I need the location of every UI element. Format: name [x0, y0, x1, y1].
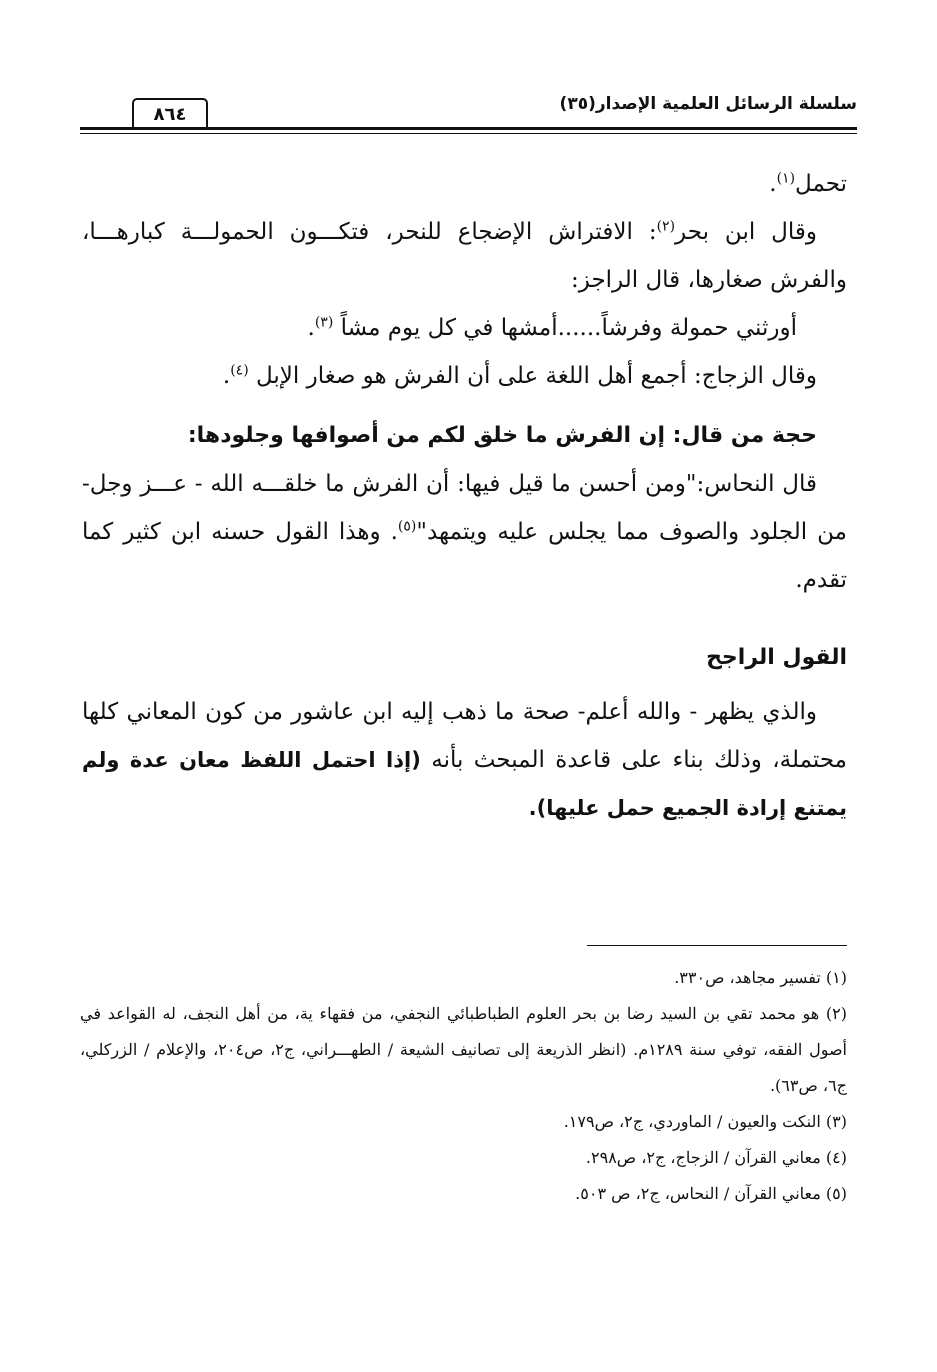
- header-rule-thick: [80, 127, 857, 130]
- section-heading: حجة من قال: إن الفرش ما خلق لكم من أصوافها وجلودها:: [187, 423, 817, 448]
- text-run: : الافتراش الإضجاع للنحر، فتكـــون الحمولـــة كبارهـــا، والفرش صغارها، قال الراجز:: [82, 219, 847, 293]
- footnote-2: (٢) هو محمد تقي بن السيد رضا بن بحر العلوم الطباطبائي النجفي، من فقهاء ية، من أهل النجف، له القواعد في أصول الفقه، توفي سنة ١٢٨٩م. (انظر الذريعة إلى تصانيف الشيعة / الطهـــراني، ج٢، ص٢٠٤، والإعلام / الزركلي، ج٦، ص٦٣).: [80, 1004, 847, 1095]
- footnote-3: (٣) النكت والعيون / الماوردي، ج٢، ص١٧٩.: [563, 1112, 847, 1131]
- footnotes: [80, 960, 847, 1212]
- paragraph-5: [82, 688, 847, 832]
- paragraph-2: [82, 208, 847, 304]
- footnote-ref-2: (٢): [656, 218, 676, 235]
- footnote-ref-3: (٣): [314, 314, 334, 331]
- paragraph-4: [82, 460, 847, 604]
- series-title: سلسلة الرسائل العلمية الإصدار(٣٥): [559, 94, 857, 114]
- text-run: .: [769, 171, 777, 197]
- text-run: والذي يظهر - والله أعلم- صحة ما ذهب إليه ابن عاشور من كون المعاني كلها محتملة، وذلك بناء على قاعدة المبحث بأنه: [82, 699, 847, 773]
- text-run: .: [528, 796, 537, 820]
- running-header: [80, 92, 857, 134]
- footnote-1: (١) تفسير مجاهد، ص٣٣٠.: [674, 968, 847, 987]
- page-number: ٨٦٤: [132, 98, 208, 128]
- bold-rule-text: (إذا احتمل اللفظ معان عدة ولم يمتنع إرادة الجميع حمل عليها): [82, 748, 847, 820]
- footnote-4: (٤) معاني القرآن / الزجاج، ج٢، ص٢٩٨.: [585, 1148, 847, 1167]
- text-run: وقال ابن بحر: [675, 219, 818, 245]
- paragraph-3: [82, 352, 847, 400]
- text-run: .: [307, 315, 315, 341]
- paragraph-1: [82, 160, 847, 208]
- text-run: وقال الزجاج: أجمع أهل اللغة على أن الفرش هو صغار الإبل: [255, 363, 817, 389]
- footnote-ref-1: (١): [776, 170, 796, 187]
- text-run: تحمل: [795, 171, 847, 197]
- poem-verse: [82, 304, 847, 352]
- footnote-ref-5: (٥): [397, 518, 417, 535]
- header-rule-thin: [80, 133, 857, 134]
- footnote-5: (٥) معاني القرآن / النحاس، ج٢، ص ٥٠٣.: [575, 1184, 847, 1203]
- text-run: أورثني حمولة وفرشاً......أمشها في كل يوم مشاً: [340, 315, 797, 341]
- text-run: قال النحاس:"ومن أحسن ما قيل فيها: أن الفرش ما خلقـــه الله - عـــز وجل- من الجلود والصوف مما يجلس عليه ويتمهد": [82, 471, 847, 545]
- section-heading-preferred: القول الراجح: [706, 645, 847, 670]
- main-text: [82, 160, 847, 832]
- footnote-ref-4: (٤): [230, 362, 249, 379]
- text-run: . وهذا القول حسنه ابن كثير كما تقدم.: [82, 519, 847, 593]
- text-run: .: [222, 363, 231, 389]
- footnote-separator: [587, 945, 847, 946]
